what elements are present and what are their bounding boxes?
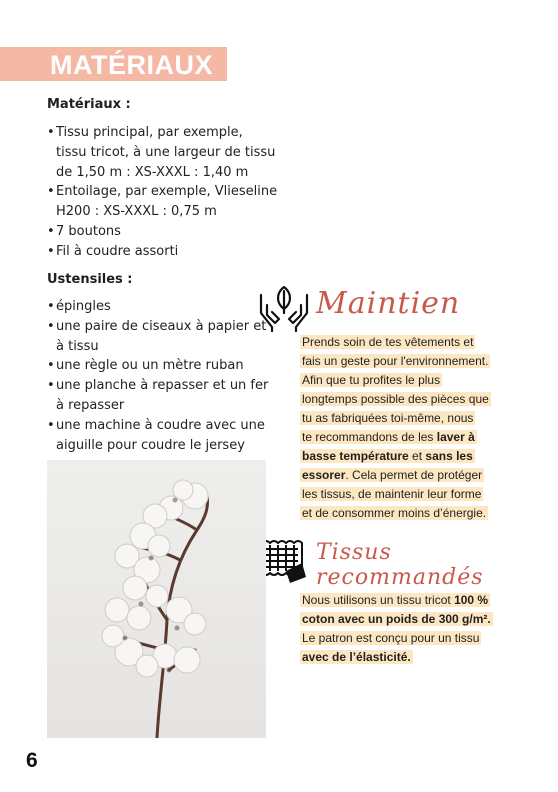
tools-item-line: à tissu — [56, 338, 99, 354]
care-line — [300, 409, 491, 428]
materials-item — [47, 222, 277, 242]
care-text-segment: laver à — [436, 430, 475, 444]
fabrics-text-segment: Nous utilisons un tissu tricot — [302, 593, 455, 607]
page-title: MATÉRIAUX — [50, 50, 213, 80]
tools-item-line: • épingles — [56, 299, 111, 314]
care-line — [300, 371, 491, 390]
tools-item-line: • une paire de ciseaux à papier et — [56, 318, 267, 334]
tools-item-line: • une machine à coudre avec une — [56, 417, 265, 433]
tools-item-line: • une planche à repasser et un fer — [56, 378, 269, 394]
care-line — [300, 333, 491, 352]
tools-list — [47, 297, 268, 455]
tools-heading: Ustensiles : — [47, 272, 133, 287]
tools-item-line: à repasser — [56, 397, 125, 413]
cotton-branch-photo — [47, 460, 266, 738]
care-text — [300, 333, 491, 523]
tools-item — [47, 356, 268, 376]
care-text-segment: longtemps possible des pièces que — [302, 392, 489, 406]
fabrics-line — [300, 610, 493, 629]
materials-item — [47, 182, 277, 222]
tools-item-line: aiguille pour coudre le jersey — [56, 437, 245, 453]
materials-item-line: tissu tricot, à une largeur de tissu — [56, 144, 276, 160]
fabrics-text-segment: 100 % — [454, 593, 489, 607]
care-text-segment: et — [408, 449, 426, 463]
fabrics-line — [300, 629, 493, 648]
care-text-segment: te recommandons de les — [302, 430, 437, 444]
fabrics-text-segment: coton avec un poids de 300 g/m². — [302, 612, 491, 626]
materials-item-line: • Fil à coudre assorti — [56, 243, 179, 259]
fabrics-line — [300, 648, 493, 667]
fabrics-text-segment: Le patron est conçu pour un tissu — [302, 631, 480, 645]
care-line — [300, 466, 491, 485]
care-text-segment: les tissus, de maintenir leur forme — [302, 487, 482, 501]
tools-item — [47, 376, 268, 416]
hands-plant-icon — [258, 283, 310, 333]
care-line — [300, 485, 491, 504]
care-text-segment: fais un geste pour l'environnement. — [302, 354, 489, 368]
care-line — [300, 447, 491, 466]
care-line — [300, 428, 491, 447]
care-text-segment: basse température — [302, 449, 409, 463]
tools-item — [47, 416, 268, 456]
care-text-segment: tu as fabriquées toi-même, nous — [302, 411, 474, 425]
fabrics-line — [300, 591, 493, 610]
tools-item — [47, 317, 268, 357]
materials-list — [47, 123, 277, 262]
tools-item — [47, 297, 268, 317]
fabrics-title: Tissus recommandés — [316, 540, 484, 590]
materials-heading: Matériaux : — [47, 97, 131, 112]
tools-item-line: • une règle ou un mètre ruban — [56, 358, 244, 374]
materials-item-line: • 7 boutons — [56, 223, 121, 239]
care-text-segment: et de consommer moins d’énergie. — [302, 506, 487, 520]
page-number: 6 — [26, 749, 38, 772]
materials-item-line: de 1,50 m : XS-XXXL : 1,40 m — [56, 164, 249, 180]
materials-item — [47, 242, 277, 262]
care-text-segment: Prends soin de tes vêtements et — [302, 335, 474, 349]
care-line — [300, 390, 491, 409]
care-line — [300, 504, 491, 523]
materials-item-line: H200 : XS-XXXL : 0,75 m — [56, 204, 217, 220]
care-text-segment: . Cela permet de protéger — [345, 468, 483, 482]
care-text-segment: Afin que tu profites le plus — [302, 373, 441, 387]
fabrics-text — [300, 591, 493, 667]
care-title: Maintien — [316, 286, 461, 321]
care-line — [300, 352, 491, 371]
fabrics-text-segment: avec de l’élasticité. — [302, 650, 411, 664]
materials-item-line: • Tissu principal, par exemple, — [56, 125, 243, 140]
cotton-branch-illustration — [47, 460, 266, 738]
materials-item — [47, 123, 277, 182]
care-text-segment: essorer — [302, 468, 346, 482]
materials-item-line: • Entoilage, par exemple, Vlieseline — [56, 184, 278, 200]
care-text-segment: sans les — [425, 449, 473, 463]
